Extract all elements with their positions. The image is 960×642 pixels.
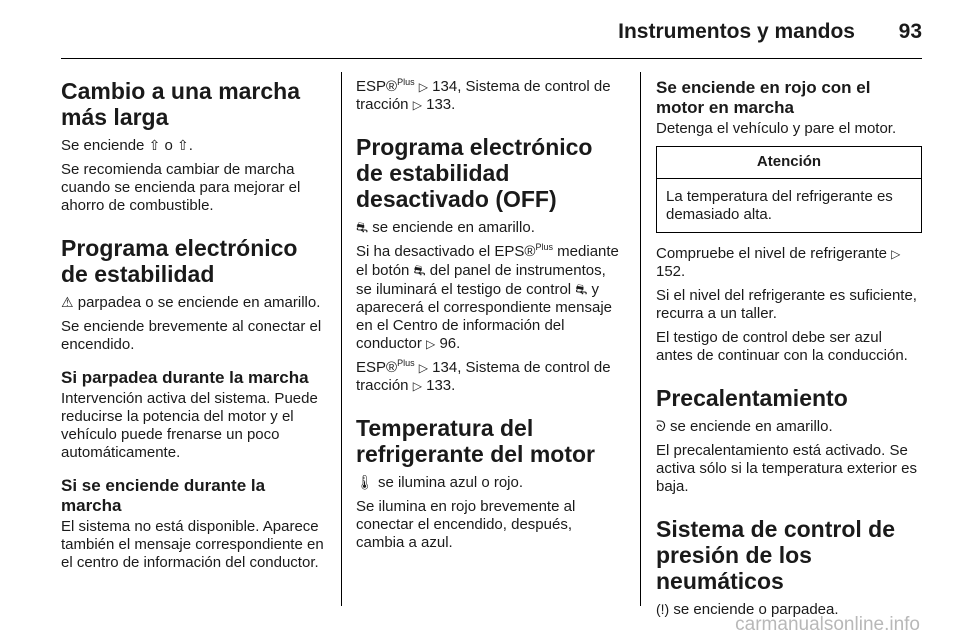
heading-preheat: Precalentamiento	[656, 385, 848, 411]
page-number: 93	[898, 20, 922, 43]
esp-off-icon: ⛐	[575, 281, 588, 297]
paragraph: 🌡 se ilumina azul o rojo.	[356, 474, 524, 491]
paragraph: Se enciende ⇧ o ⇧.	[61, 137, 193, 154]
reference-arrow-icon: ▷	[426, 337, 436, 351]
column-2	[356, 78, 624, 558]
tire-pressure-icon: (!)	[656, 601, 670, 617]
esp-warning-icon: ⚠	[61, 294, 74, 310]
paragraph: Si el nivel del refrigerante es suficiente, recurra a un taller.	[656, 287, 917, 322]
reference-arrow-icon: ▷	[891, 247, 901, 261]
paragraph: ᘐ se enciende en amarillo.	[656, 418, 833, 435]
paragraph: Intervención activa del sistema. Puede reducirse la potencia del motor y el vehículo puede frenarse un poco automáticamente.	[61, 390, 318, 461]
header-rule	[61, 58, 922, 59]
esp-off-icon: ⛐	[356, 219, 369, 235]
heading-esp: Programa electrónico de estabilidad	[61, 235, 298, 287]
reference-arrow-icon: ▷	[412, 98, 422, 112]
paragraph: Si ha desactivado el EPS®$^{Plus}$ mediante el botón ⛐ del panel de instrumentos, se iluminará el testigo de control ⛐ y aparecerá el correspondiente mensaje en el Centro de información del conductor ▷ 96.	[356, 242, 619, 352]
upshift-icon: ⇧	[148, 137, 161, 153]
subheading-flash: Si parpadea durante la marcha	[61, 368, 309, 387]
paragraph: Compruebe el nivel de refrigerante ▷ 152.	[656, 245, 901, 280]
paragraph: ⚠ parpadea o se enciende en amarillo.	[61, 294, 321, 311]
subheading-red: Se enciende en rojo con el motor en marcha	[656, 78, 871, 117]
notice-box	[656, 146, 922, 233]
paragraph: ESP®$^{Plus}$ ▷ 134, Sistema de control de tracción ▷ 133.	[356, 77, 611, 113]
upshift-icon: ⇧	[177, 137, 189, 153]
paragraph: El sistema no está disponible. Aparece también el mensaje correspondiente en el centro de información del conductor.	[61, 518, 324, 571]
paragraph: El precalentamiento está activado. Se activa sólo si la temperatura exterior es baja.	[656, 442, 917, 495]
coolant-temp-icon: 🌡	[356, 474, 374, 490]
column-divider	[341, 72, 342, 606]
heading-upshift: Cambio a una marcha más larga	[61, 78, 301, 130]
preheat-icon: ᘐ	[656, 418, 666, 434]
heading-esp-off: Programa electrónico de estabilidad desactivado (OFF)	[356, 134, 593, 212]
paragraph: Se enciende brevemente al conectar el encendido.	[61, 318, 322, 353]
subheading-lit: Si se enciende durante la marcha	[61, 476, 266, 515]
paragraph: Se recomienda cambiar de marcha cuando se encienda para mejorar el ahorro de combustible.	[61, 161, 301, 214]
paragraph: Se ilumina en rojo brevemente al conectar el encendido, después, cambia a azul.	[356, 498, 576, 551]
reference-arrow-icon: ▷	[418, 80, 428, 94]
page-header	[0, 0, 960, 62]
paragraph: ⛐ se enciende en amarillo.	[356, 219, 535, 236]
reference-arrow-icon: ▷	[418, 361, 428, 375]
column-3	[656, 78, 922, 625]
paragraph: Detenga el vehículo y pare el motor.	[656, 120, 897, 137]
paragraph: El testigo de control debe ser azul antes de continuar con la conducción.	[656, 329, 908, 364]
paragraph: (!) se enciende o parpadea.	[656, 601, 839, 618]
esp-off-icon: ⛐	[413, 262, 426, 278]
watermark: carmanualsonline.info	[735, 614, 920, 635]
notice-title: Atención	[657, 147, 921, 179]
column-divider	[640, 72, 641, 606]
reference-arrow-icon: ▷	[412, 379, 422, 393]
heading-tpms: Sistema de control de presión de los neumáticos	[656, 516, 896, 594]
column-1	[61, 78, 329, 578]
paragraph: ESP®$^{Plus}$ ▷ 134, Sistema de control de tracción ▷ 133.	[356, 358, 611, 394]
notice-text: La temperatura del refrigerante es demasiado alta.	[666, 188, 893, 223]
heading-coolant-temp: Temperatura del refrigerante del motor	[356, 415, 595, 467]
header-title: Instrumentos y mandos	[618, 20, 855, 43]
